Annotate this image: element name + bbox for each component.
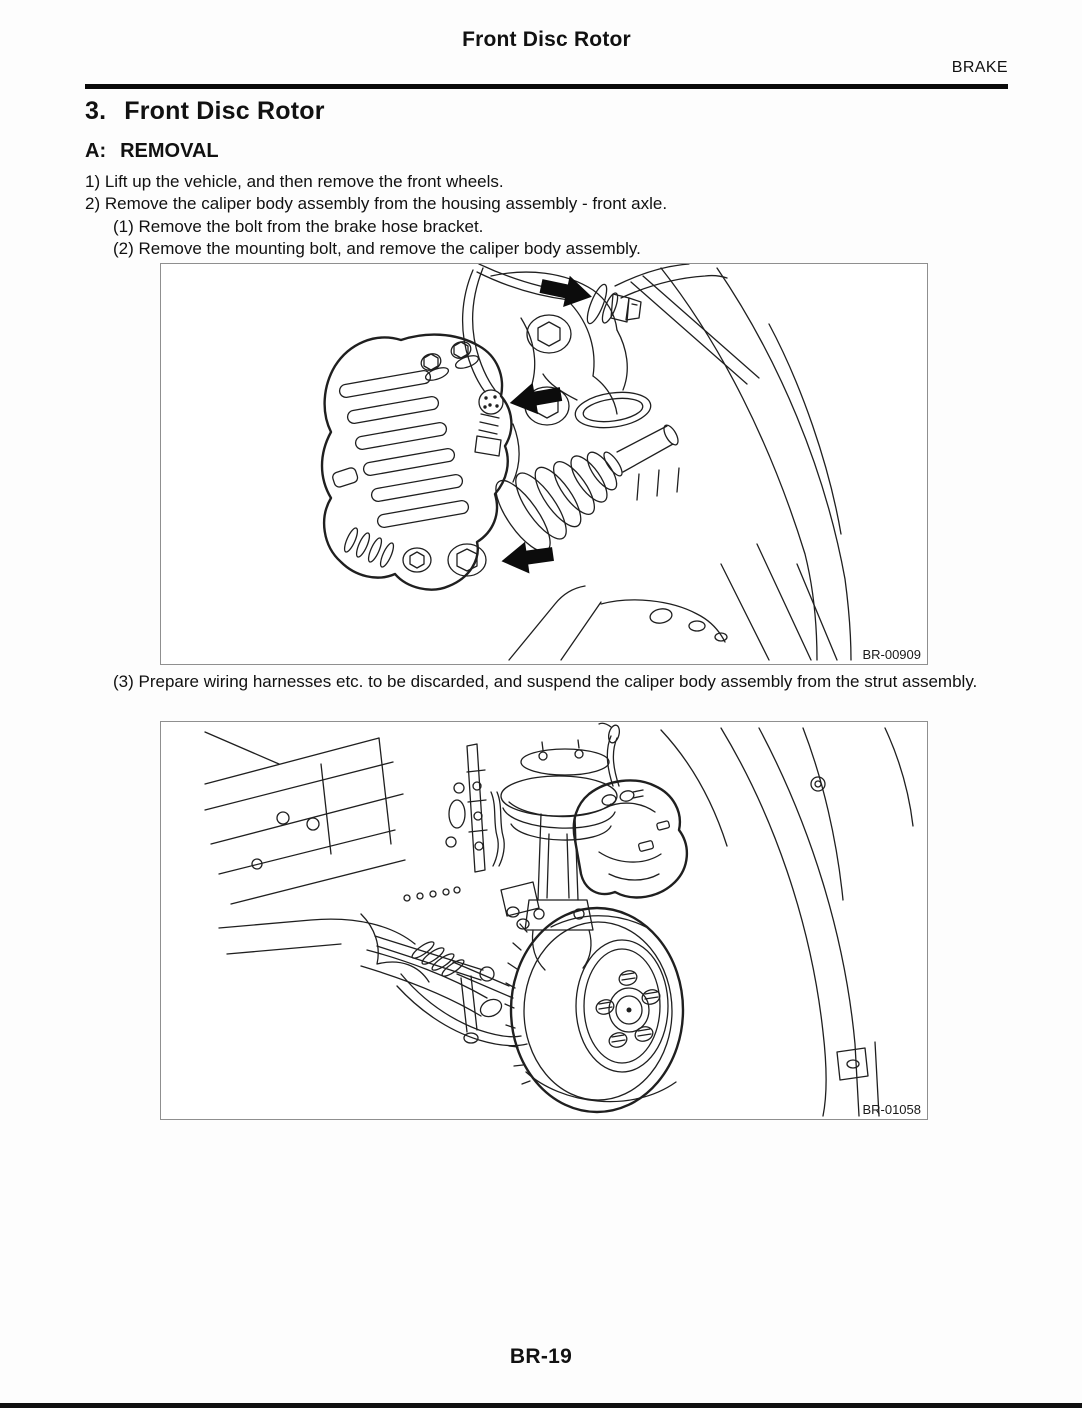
fender-background-lines (631, 268, 851, 660)
cv-axle-boot (487, 423, 681, 559)
figure-caliper-suspended (160, 721, 928, 1120)
section-number: 3. (85, 97, 107, 125)
substep-2-1: (1) Remove the bolt from the brake hose bracket. (113, 216, 484, 236)
step-1: 1) Lift up the vehicle, and then remove the front wheels. (85, 172, 504, 191)
step-2: 2) Remove the caliper body assembly from the housing assembly - front axle. (85, 194, 668, 214)
subsection-letter: A: (85, 140, 107, 162)
suspended-caliper (574, 780, 687, 897)
substep-2-3: (3) Prepare wiring harnesses etc. to be discarded, and suspend the caliper body assembly from the strut assembly. (113, 672, 978, 691)
lower-mounting-bolt (448, 544, 486, 576)
slide-pin-boot (342, 526, 431, 572)
engine-bay-chassis-lines (205, 732, 504, 954)
page-number: BR-19 (509, 1345, 573, 1368)
page-title: Front Disc Rotor (462, 28, 631, 51)
figure-caliper-removal (160, 263, 928, 665)
subsection-title: REMOVAL (120, 140, 219, 162)
disc-rotor (505, 908, 683, 1112)
figure-code: BR-01058 (862, 1102, 921, 1117)
section-heading (85, 97, 325, 126)
figure-code: BR-00909 (862, 647, 921, 662)
arrow-hose-union (507, 378, 564, 419)
subsection-heading (85, 140, 219, 163)
hose-union-bleeder (475, 390, 503, 456)
substep-2-2: (2) Remove the mounting bolt, and remove the caliper body assembly. (113, 239, 641, 259)
steering-arm (543, 374, 653, 432)
strut-rotor-line-art (161, 722, 927, 1117)
section-title: Front Disc Rotor (124, 97, 325, 125)
brake-hose (463, 264, 727, 392)
arrow-brake-hose-bolt (538, 270, 596, 312)
header-rule (85, 84, 1008, 89)
chapter-label: BRAKE (951, 59, 1008, 76)
page-bottom-edge (0, 1403, 1082, 1408)
procedure-steps (85, 171, 1007, 261)
caliper-removal-line-art (161, 264, 927, 662)
fender-arch-lines (661, 728, 913, 1116)
